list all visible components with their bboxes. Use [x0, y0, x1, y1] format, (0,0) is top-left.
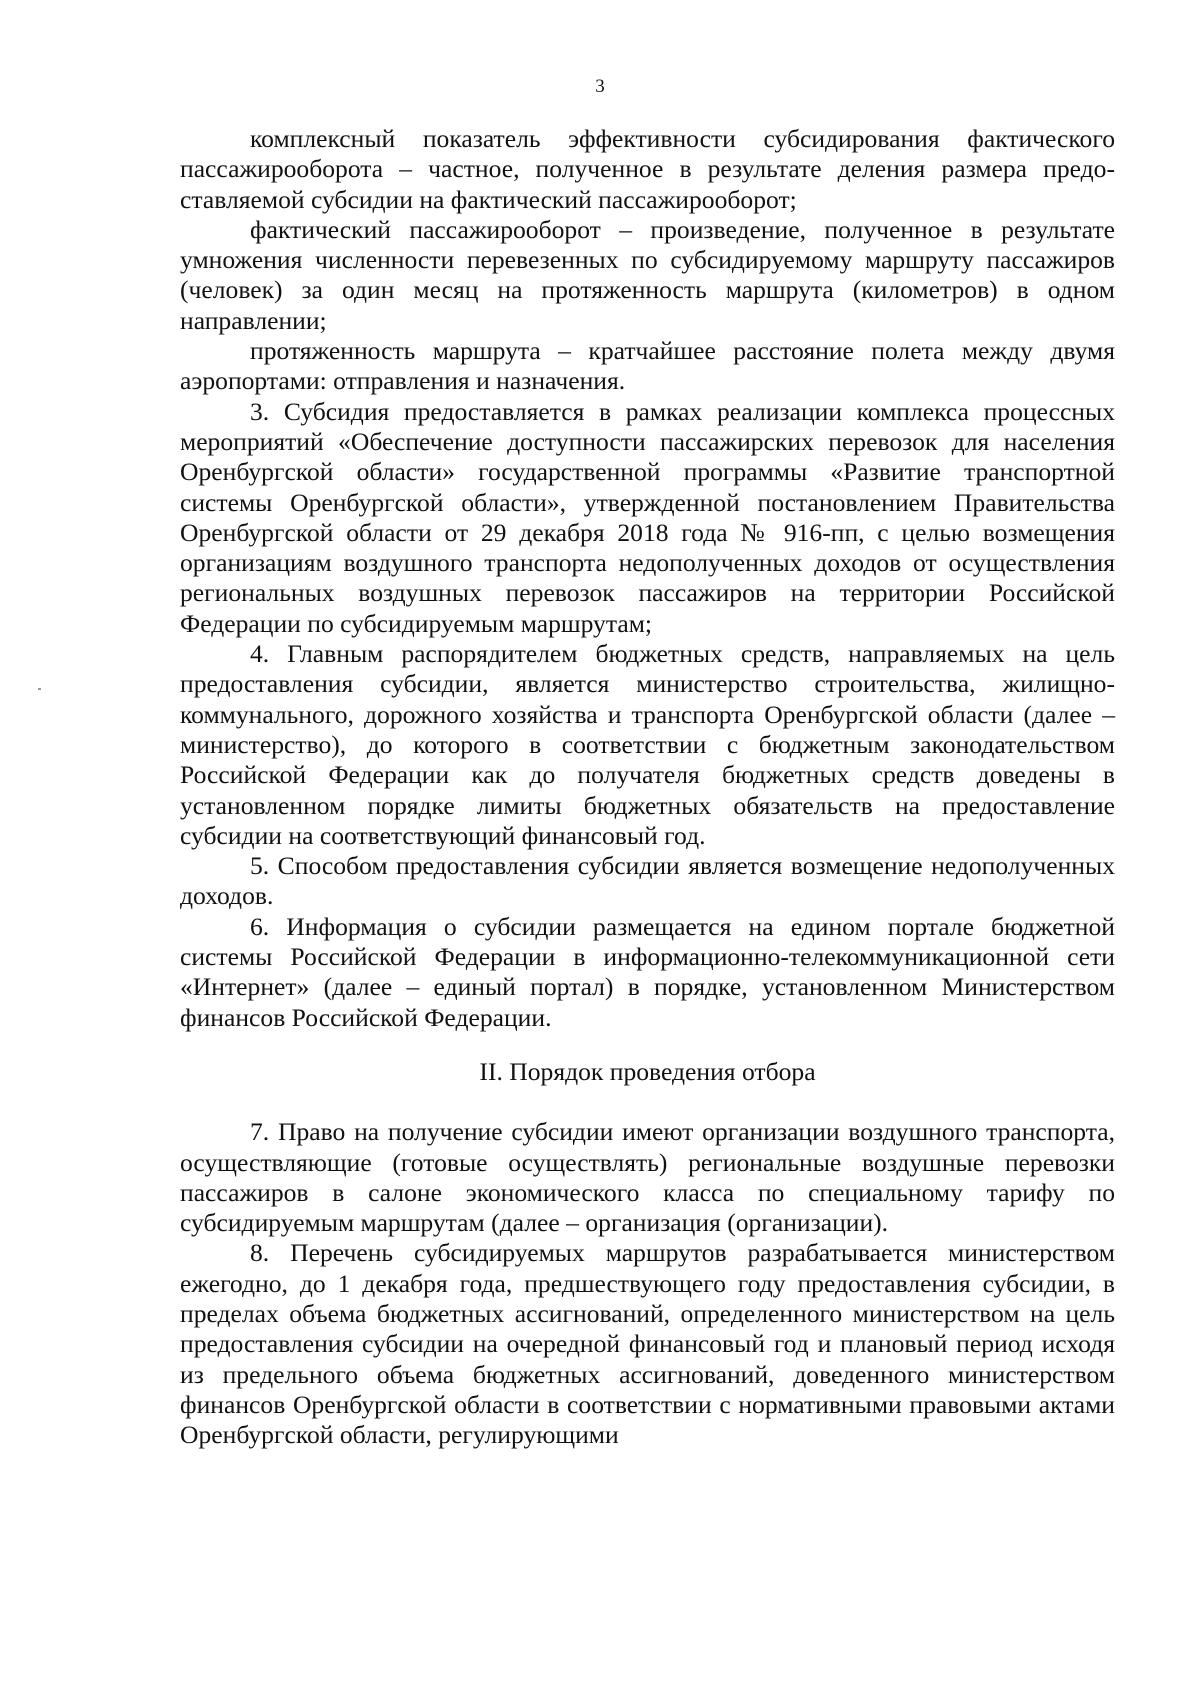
paragraph-definition-route-length: протяженность маршрута – кратчайшее расстояние полета между двумя аэропортами: отправления и назначения.: [180, 336, 1115, 396]
section-heading: II. Порядок проведения отбора: [479, 1056, 816, 1086]
paragraph-item-4: 4. Главным распорядителем бюджетных средств, направляемых на цель предоставления субсидии, является министерство строительства, жилищно-коммунального, дорожного хозяйства и транспорта Оренбургской области (далее – министерство), до которого в соответствии с бюджетным законодательством Российской Федерации как до получателя бюджетных средств доведены в установленном порядке лимиты бюджетных обязательств на предоставление субсидии на соответствующий финансовый год.: [180, 639, 1115, 850]
paragraph-definition-passenger-turnover: фактический пассажирооборот – произведение, полученное в результате умножения численности перевезенных по субсидируемому маршруту пассажиров (человек) за один месяц на протяженность маршрута (километров) в одном направлении;: [180, 214, 1115, 335]
paragraph-item-6: 6. Информация о субсидии размещается на едином портале бюджетной системы Российской Федерации в информационно-телекоммуникационной сети «Интернет» (далее – единый портал) в порядке, установленном Министерством финансов Российской Федерации.: [180, 911, 1115, 1032]
paragraph-item-5: 5. Способом предоставления субсидии является возмещение недополученных доходов.: [180, 851, 1115, 911]
paragraph-item-3: 3. Субсидия предоставляется в рамках реализации комплекса процессных мероприятий «Обеспечение доступности пассажирских перевозок для населения Оренбургской области» государственной программы «Развитие транспортной системы Оренбургской области», утвержденной постановлением Правительства Оренбургской области от 29 декабря 2018 года № 916-пп, с целью возмещения организациям воздушного транспорта недополученных доходов от осуществления региональных воздушных перевозок пассажиров на территории Российской Федерации по субсидируемым маршрутам;: [180, 396, 1115, 638]
page-number: 3: [595, 76, 605, 97]
paragraph-definition-efficiency: комплексный показатель эффективности субсидирования фактического пассажирооборота – частное, полученное в результате деления размера предоставляемой субсидии на фактический пассажирооборот;: [180, 124, 1115, 214]
paragraph-item-8: 8. Перечень субсидируемых маршрутов разрабатывается министерством ежегодно, до 1 декабря года, предшествующего году предоставления субсидии, в пределах объема бюджетных ассигнований, определенного министерством на цель предоставления субсидии на очередной финансовый год и плановый период исходя из предельного объема бюджетных ассигнований, доведенного министерством финансов Оренбургской области в соответствии с нормативными правовыми актами Оренбургской области, регулирующими: [180, 1238, 1115, 1450]
scan-margin-mark: [38, 688, 41, 690]
document-body: [180, 124, 1115, 1450]
paragraph-item-7: 7. Право на получение субсидии имеют организации воздушного транспорта, осуществляющие (готовые осуществлять) региональные воздушные перевозки пассажиров в салоне экономического класса по специальному тарифу по субсидируемым маршрутам (далее – организация (организации).: [180, 1117, 1115, 1238]
